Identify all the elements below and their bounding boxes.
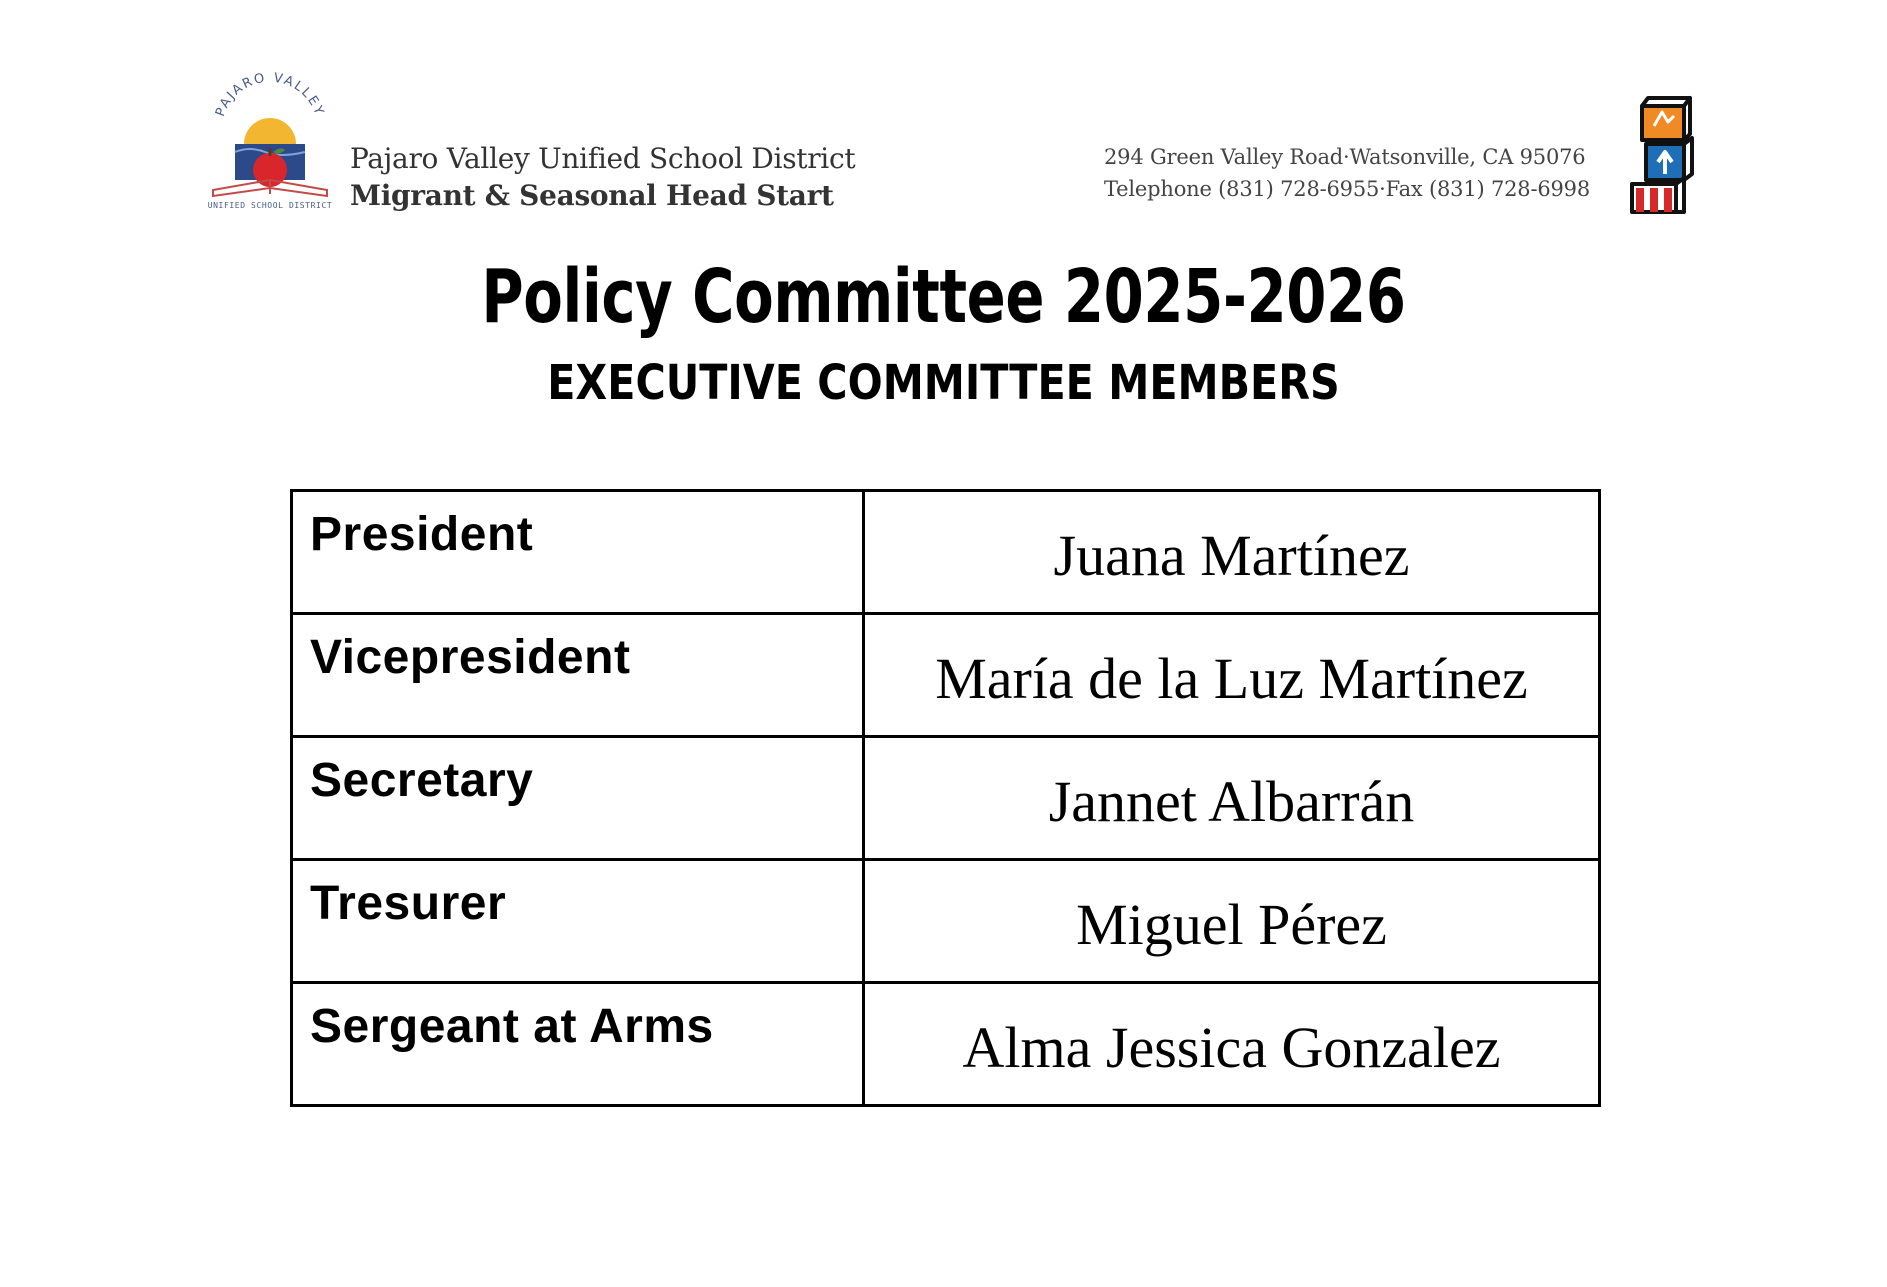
executive-members-table xyxy=(290,489,1601,1107)
district-name: Pajaro Valley Unified School District xyxy=(350,142,856,175)
member-name-cell: Miguel Pérez xyxy=(864,860,1600,983)
address-line: 294 Green Valley Road·Watsonville, CA 95076 xyxy=(1104,145,1586,169)
district-logo-graphic xyxy=(205,62,335,212)
role-cell: President xyxy=(292,491,864,614)
table-row xyxy=(292,737,1600,860)
logo-bottom-text: UNIFIED SCHOOL DISTRICT xyxy=(207,201,333,210)
role-cell: Tresurer xyxy=(292,860,864,983)
program-name: Migrant & Seasonal Head Start xyxy=(350,179,834,212)
logo-arc-text: PAJARO VALLEY xyxy=(213,70,327,119)
member-name-cell: María de la Luz Martínez xyxy=(864,614,1600,737)
phone-fax-line: Telephone (831) 728-6955·Fax (831) 728-6998 xyxy=(1104,177,1590,201)
table-row xyxy=(292,614,1600,737)
table-row xyxy=(292,983,1600,1106)
member-name-cell: Jannet Albarrán xyxy=(864,737,1600,860)
table-row xyxy=(292,491,1600,614)
district-logo xyxy=(205,62,335,212)
member-name-cell: Juana Martínez xyxy=(864,491,1600,614)
district-heading xyxy=(350,140,855,214)
table-row xyxy=(292,860,1600,983)
role-cell: Sergeant at Arms xyxy=(292,983,864,1106)
role-cell: Vicepresident xyxy=(292,614,864,737)
role-cell: Secretary xyxy=(292,737,864,860)
blocks-graphic xyxy=(1628,92,1700,214)
head-start-blocks-logo xyxy=(1628,92,1700,214)
page-subtitle: EXECUTIVE COMMITTEE MEMBERS xyxy=(547,355,1340,411)
svg-text:PAJARO VALLEY xyxy=(213,71,327,119)
member-name-cell: Alma Jessica Gonzalez xyxy=(864,983,1600,1106)
page-title: Policy Committee 2025-2026 xyxy=(481,254,1406,340)
contact-info xyxy=(1104,141,1590,205)
